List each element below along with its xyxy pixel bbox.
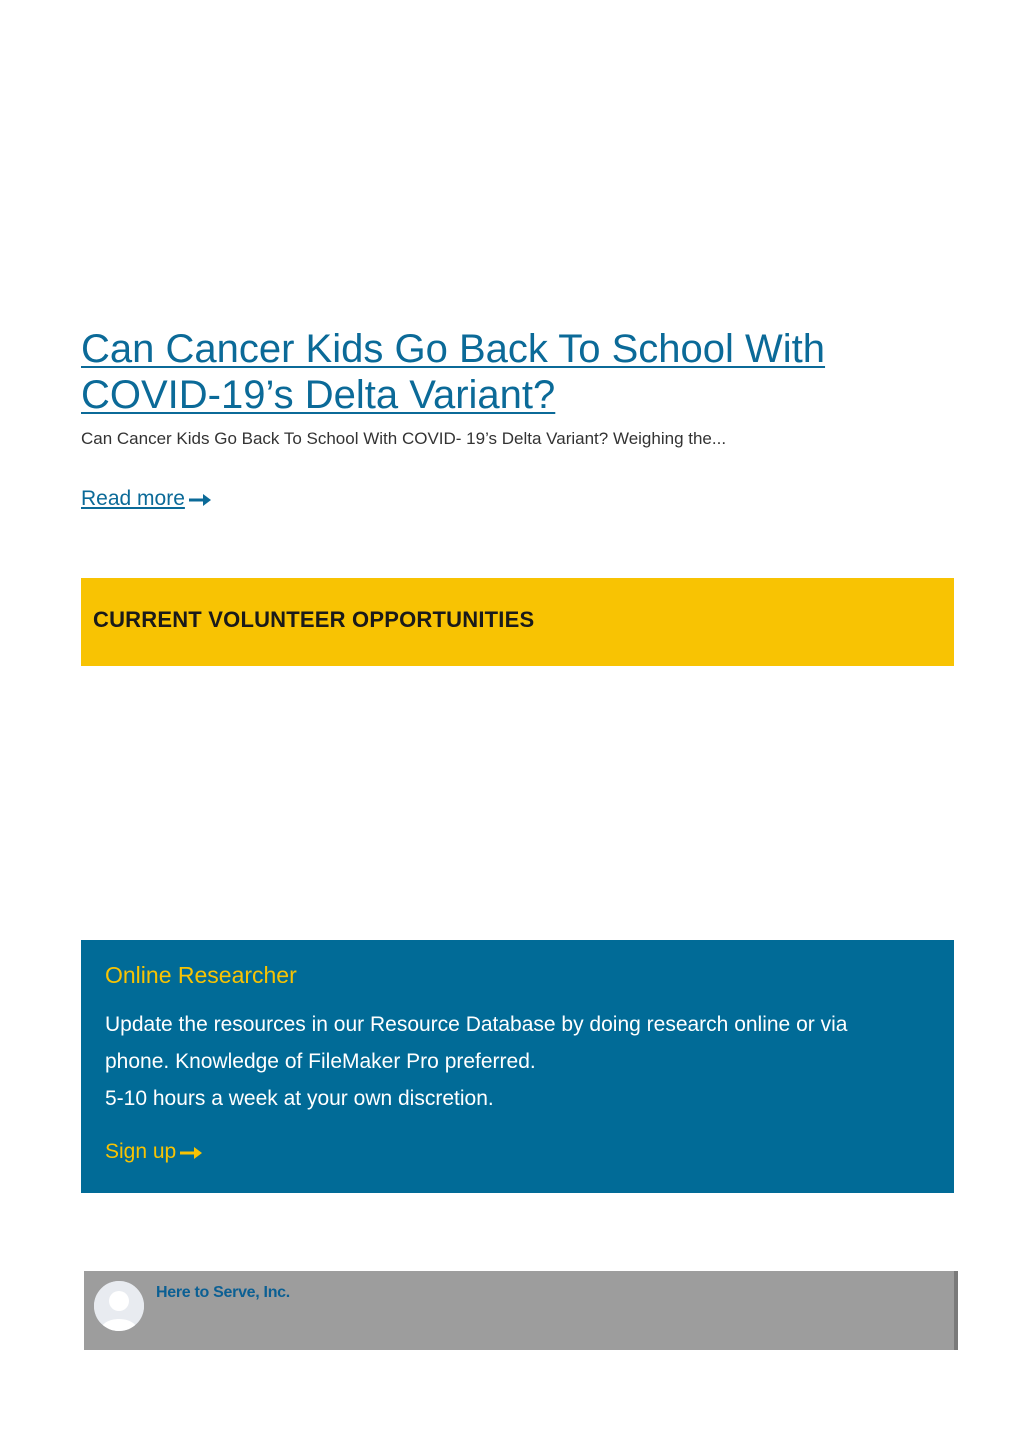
volunteer-opportunities-banner [81, 578, 954, 666]
long-arrow-right-icon [180, 1141, 202, 1163]
opportunity-title: Online Researcher [105, 962, 297, 988]
article-title-link[interactable]: Can Cancer Kids Go Back To School With COVID-19’s Delta Variant? [81, 327, 826, 417]
user-silhouette-icon[interactable] [94, 1281, 144, 1331]
read-more-label: Read more [81, 487, 185, 510]
article-excerpt: Can Cancer Kids Go Back To School With COVID- 19’s Delta Variant? Weighing the... [81, 429, 727, 448]
volunteer-opportunity-card [81, 940, 954, 1193]
volunteer-opportunities-heading: CURRENT VOLUNTEER OPPORTUNITIES [93, 607, 535, 632]
long-arrow-right-icon [189, 488, 211, 510]
sign-up-link[interactable] [105, 1138, 202, 1166]
social-widget [84, 1271, 958, 1350]
opportunity-description-line: Update the resources in our Resource Database by doing research online or via [105, 1013, 848, 1036]
read-more-link[interactable] [81, 485, 211, 513]
organization-name-link[interactable]: Here to Serve, Inc. [156, 1284, 290, 1301]
opportunity-description [105, 1006, 925, 1117]
opportunity-description-line: 5-10 hours a week at your own discretion. [105, 1087, 494, 1110]
sign-up-label: Sign up [105, 1140, 177, 1163]
opportunity-description-line: phone. Knowledge of FileMaker Pro preferred. [105, 1050, 536, 1073]
article-preview [81, 326, 941, 452]
